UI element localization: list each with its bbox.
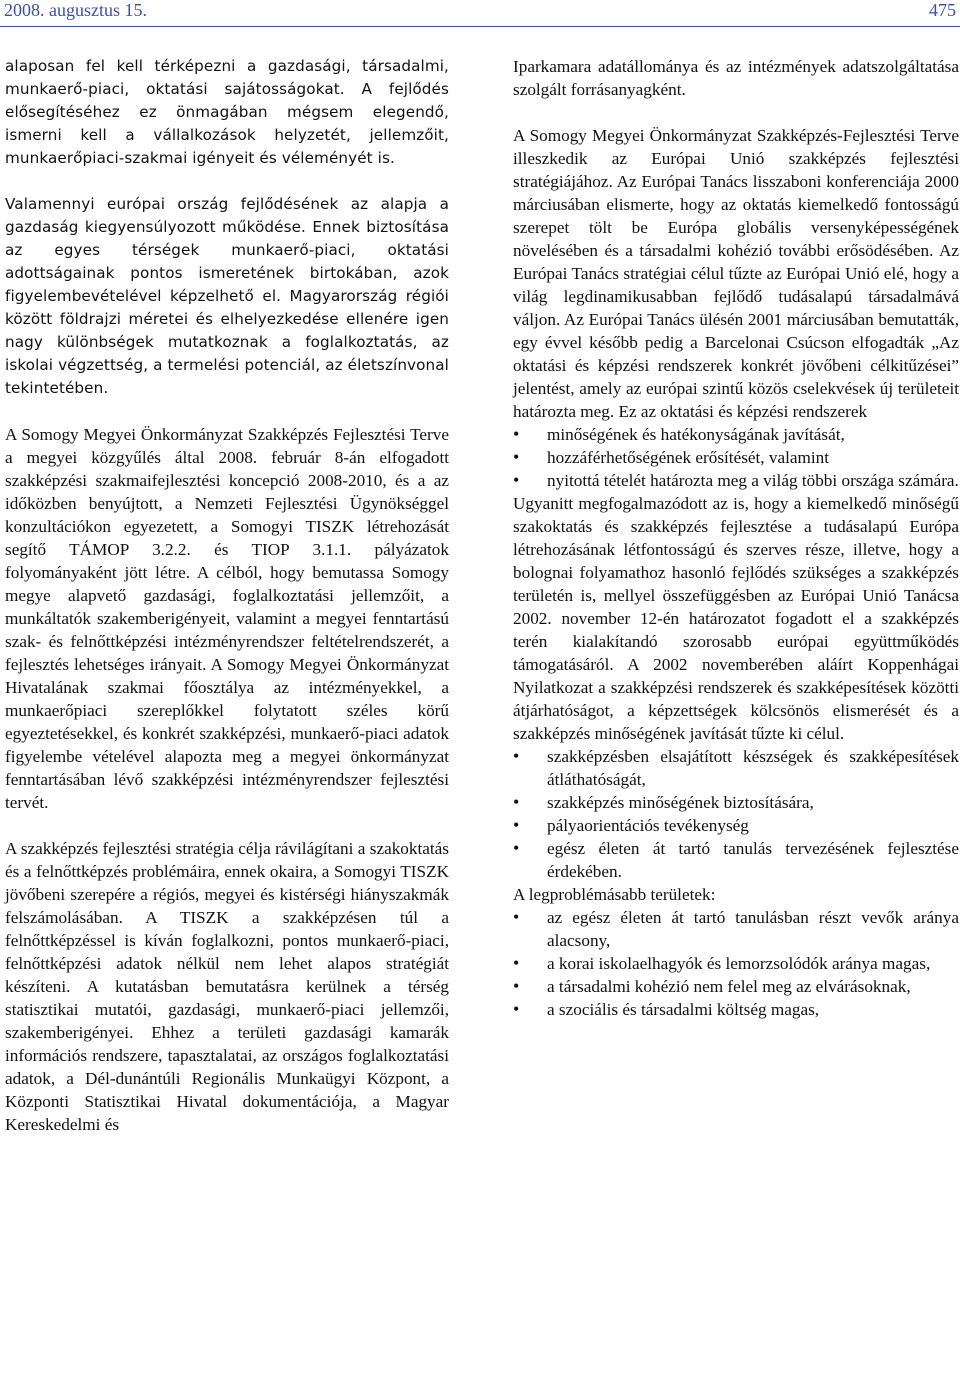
list-item: • minőségének és hatékonyságának javítását, xyxy=(513,423,959,446)
page-header xyxy=(0,0,960,30)
list-item: • szakképzés minőségének biztosítására, xyxy=(513,791,959,814)
paragraph-strategy-goal: A szakképzés fejlesztési stratégia célja rávilágítani a szakoktatás és a felnőttképzés problémáira, ennek okaira, a Somogyi TISZK jövőbeni szerepére a régiós, megyei és kistérségi hiányszakmák felszámolásában. A TISZK a szakképzésen túl a felnőttképzéssel is kíván foglalkozni, pontos munkaerő-piaci, felnőttképzési adatok nélkül nem lehet alapos stratégiát készíteni. A kutatásban bemutatásra kerülnek a térség statisztikai mutatói, gazdasági, munkaerő-piaci jellemzői, szakemberigényei. Ehhez a területi gazdasági kamarák információs rendszere, tapasztalatai, az országos foglalkoztatási adatok, a Dél-dunántúli Regionális Munkaügyi Központ, a Központi Statisztikai Hivatal dokumentációja, a Magyar Kereskedelmi és xyxy=(5,839,449,1134)
left-column xyxy=(5,55,449,1136)
issue-date: 2008. augusztus 15. xyxy=(4,0,147,20)
list-item: • egész életen át tartó tanulás tervezésének fejlesztése érdekében. xyxy=(513,837,959,883)
list-item: • a társadalmi kohézió nem felel meg az elvárásoknak, xyxy=(513,975,959,998)
bullet-list-problem-areas xyxy=(513,906,959,1021)
list-item: • hozzáférhetőségének erősítését, valamint xyxy=(513,446,959,469)
right-column xyxy=(513,55,959,1021)
problem-areas-label: A legproblémásabb területek: xyxy=(513,885,716,904)
list-item: • szakképzésben elsajátított készségek és szakképesítések átláthatóságát, xyxy=(513,745,959,791)
list-item: • a szociális és társadalmi költség magas, xyxy=(513,998,959,1021)
paragraph-copenhagen: Ugyanitt megfogalmazódott az is, hogy a kiemelkedő minőségű szakoktatás és szakképzés fejlesztése a tudásalapú Európa létrehozásának létfontosságú és szerves része, illetve, hogy a bolognai folyamathoz hasonló fejlődés szükséges a szakképzés területén is, mellyel összefüggésben az Európai Unió Tanácsa 2002. november 12-én határozatot fogadott el a szakképzés terén kialakítandó szorosabb európai együttműködés támogatásáról. A 2002 novemberében aláírt Koppenhágai Nyilatkozat a szakképzési rendszerek és szakképesítések közötti átjárhatóságot, a képzettségek kölcsönös elismerését és a szakképzés minőségének javítását tűzte ki célul. xyxy=(513,494,959,743)
paragraph-sources: Iparkamara adatállománya és az intézmények adatszolgáltatása szolgált forrásanyagként. xyxy=(513,57,959,99)
bullet-list-education-goals xyxy=(513,423,959,492)
list-item: • nyitottá tételét határozta meg a világ többi országa számára. xyxy=(513,469,959,492)
page-number: 475 xyxy=(929,0,956,20)
paragraph-eu-strategy: A Somogy Megyei Önkormányzat Szakképzés-Fejlesztési Terve illeszkedik az Európai Unió szakképzés fejlesztési stratégiájához. Az Európai Tanács lisszaboni konferenciája 2000 márciusában elismerte, hogy az oktatás kiemelkedő fontosságú szerepet tölt be Európa globális versenyképességének növelésében és a társadalmi kohézió további erősödésében. Az Európai Tanács stratégiai célul tűzte az Európai Unió elé, hogy a világ legdinamikusabban fejlődő tudásalapú társadalmává váljon. Az Európai Tanács ülésén 2001 márciusában bemutatták, egy évvel később pedig a Barcelonai Csúcson elfogadták „Az oktatási és képzési rendszerek konkrét jövőbeni célkitűzései” jelentést, amely az európai szintű közös cselekvések új területeit határozta meg. Ez az oktatási és képzési rendszerek xyxy=(513,126,959,421)
list-item: • az egész életen át tartó tanulásban részt vevők aránya alacsony, xyxy=(513,906,959,952)
header-divider xyxy=(0,26,960,27)
paragraph-somogy-plan: A Somogy Megyei Önkormányzat Szakképzés Fejlesztési Terve a megyei közgyűlés által 2008. február 8-án elfogadott szakképzési szakmaifejlesztési koncepció 2008-2010, és a az időközben benyújtott, a Nemzeti Fejlesztési Ügynökséggel konzultációkon egyezetett, a Somogyi TISZK létrehozását segítő TÁMOP 3.2.2. és TIOP 3.1.1. pályázatok folyományaként jött létre. A célból, hogy bemutassa Somogy megye alapvető gazdasági, foglalkoztatási jellemzőit, a munkáltatók szakemberigényeit, valamint a megyei fenntartású szak- és felnőttképzési intézményrendszer feltételrendszerét, a fejlesztés lehetséges irányait. A Somogy Megyei Önkormányzat Hivatalának szakmai főosztálya az intézményekkel, a munkaerőpiaci szereplőkkel folytatott széles körű egyeztetésekkel, és konkrét szakképzési, munkaerő-piaci adatok figyelembe vételével alapozta meg a megyei önkormányzat fenntartásában lévő szakképzési intézményrendszer fejlesztési tervét. xyxy=(5,425,449,812)
bullet-list-vocational-goals xyxy=(513,745,959,883)
list-item: • a korai iskolaelhagyók és lemorzsolódók aránya magas, xyxy=(513,952,959,975)
list-item: • pályaorientációs tevékenység xyxy=(513,814,959,837)
paragraph-intro: alaposan fel kell térképezni a gazdasági, társadalmi, munkaerő-piaci, oktatási sajátosságokat. A fejlődés elősegítéséhez ez önmagában mégsem elegendő, ismerni kell a vállalkozások helyzetét, jellemzőit, munkaerőpiaci-szakmai igényeit és véleményét is. xyxy=(5,57,449,167)
paragraph-european-balance: Valamennyi európai ország fejlődésének az alapja a gazdaság kiegyensúlyozott működése. Ennek biztosítása az egyes térségek munkaerő-piaci, oktatási adottságainak pontos ismeretének birtokában, azok figyelembevételével képzelhető el. Magyarország régiói között földrajzi méretei és elhelyezkedése ellenére igen nagy különbségek mutatkoznak a foglalkoztatás, az iskolai végzettség, a termelési potenciál, az életszínvonal tekintetében. xyxy=(5,195,449,397)
